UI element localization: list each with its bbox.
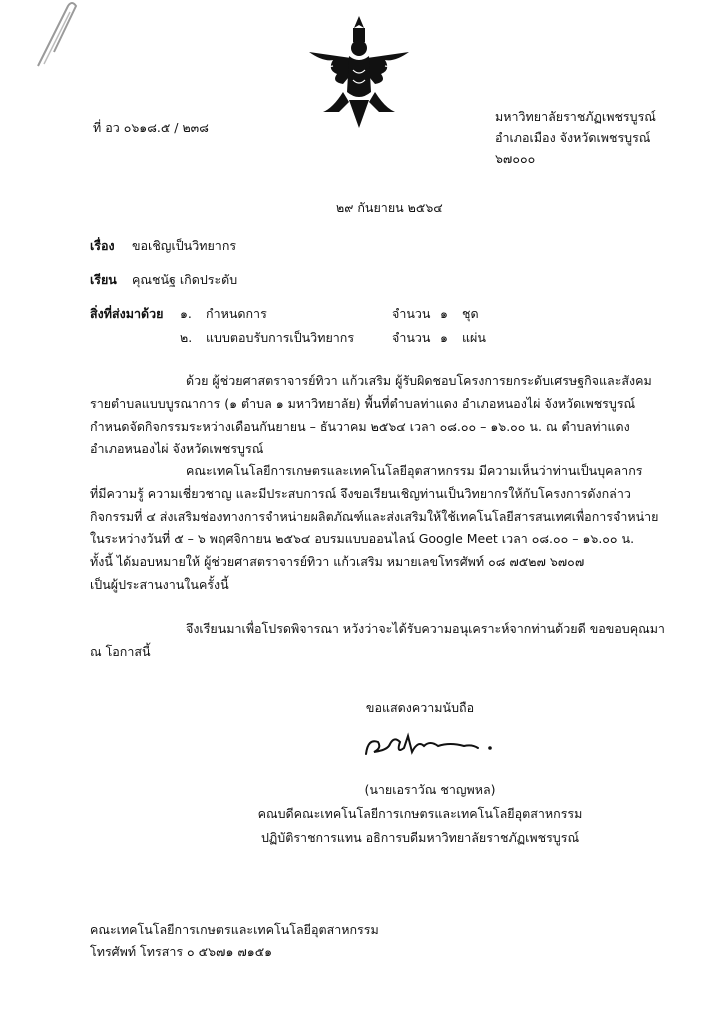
- attachment-item-1-qty-label: จำนวน: [392, 306, 431, 321]
- attachments-label: สิ่งที่ส่งมาด้วย: [90, 306, 164, 321]
- garuda-emblem: [303, 12, 415, 130]
- paragraph-2-line-6: เป็นผู้ประสานงานในครั้งนี้: [90, 576, 229, 592]
- attachment-item-1-unit: ชุด: [462, 306, 479, 321]
- paragraph-2-line-2: ที่มีความรู้ ความเชี่ยวชาญ และมีประสบการณ์ จึงขอเรียนเชิญท่านเป็นวิทยากรให้กับโครงการดังกล่าว: [90, 485, 631, 501]
- recipient-label: เรียน: [90, 272, 117, 287]
- paragraph-1: [90, 370, 652, 461]
- paragraph-2-line-4: ในระหว่างวันที่ ๕ – ๖ พฤศจิกายน ๒๕๖๔ อบรมแบบออนไลน์ Google Meet เวลา ๐๘.๐๐ – ๑๖.๐๐ น.: [90, 531, 635, 547]
- district-line: อำเภอเมือง จังหวัดเพชรบูรณ์: [495, 130, 651, 145]
- paragraph-2-line-3: กิจกรรมที่ ๔ ส่งเสริมช่องทางการจำหน่ายผลิตภัณฑ์และส่งเสริมให้ใช้เทคโนโลยีสารสนเทศเพื่อการจำหน่าย: [90, 508, 659, 524]
- paragraph-3: [90, 618, 665, 664]
- paragraph-1-line-1: ด้วย ผู้ช่วยศาสตราจารย์ทิวา แก้วเสริม ผู้รับผิดชอบโครงการยกระดับเศรษฐกิจและสังคม: [186, 373, 652, 388]
- attachment-item-1-no: ๑.: [180, 306, 192, 321]
- signer-position-1: คณบดีคณะเทคโนโลยีการเกษตรและเทคโนโลยีอุตสาหกรรม: [257, 806, 583, 821]
- signer-name: (นายเอราวัณ ชาญพหล): [364, 782, 496, 797]
- subject-row: [90, 236, 237, 256]
- sender-address: [495, 106, 656, 169]
- recipient-value: คุณชนัฐ เกิดประดับ: [132, 272, 238, 287]
- signature-mark: [360, 728, 500, 764]
- footer: [90, 919, 379, 963]
- attachment-item-2-unit: แผ่น: [462, 330, 486, 345]
- reference-number: ที่ อว ๐๖๑๘.๕ / ๒๓๘: [93, 120, 209, 135]
- paragraph-1-line-4: อำเภอหนองไผ่ จังหวัดเพชรบูรณ์: [90, 441, 264, 457]
- subject-label: เรื่อง: [90, 238, 115, 253]
- university-name: มหาวิทยาลัยราชภัฏเพชรบูรณ์: [495, 109, 656, 124]
- closing-regards: ขอแสดงความนับถือ: [365, 700, 475, 715]
- paragraph-1-line-3: กำหนดจัดกิจกรรมระหว่างเดือนกันยายน – ธันวาคม ๒๕๖๔ เวลา ๐๘.๐๐ – ๑๖.๐๐ น. ณ ตำบลท่าแดง: [90, 418, 630, 434]
- attachment-item-1-qty: ๑: [440, 306, 448, 321]
- recipient-row: [90, 270, 238, 290]
- letter-date: ๒๙ กันยายน ๒๕๖๔: [336, 200, 443, 215]
- attachment-item-2-qty-label: จำนวน: [392, 330, 431, 345]
- attachment-item-1-text: กำหนดการ: [206, 306, 267, 321]
- paragraph-3-line-2: ณ โอกาสนี้: [90, 643, 151, 659]
- attachment-item-2-no: ๒.: [180, 330, 193, 345]
- paragraph-2-line-5: ทั้งนี้ ได้มอบหมายให้ ผู้ช่วยศาสตราจารย์ทิวา แก้วเสริม หมายเลขโทรศัพท์ ๐๘ ๗๕๒๗ ๖๗๐๗: [90, 554, 585, 570]
- attachment-item-2-text: แบบตอบรับการเป็นวิทยากร: [206, 330, 355, 345]
- subject-value: ขอเชิญเป็นวิทยากร: [132, 238, 237, 253]
- attachment-item-2-qty: ๑: [440, 330, 448, 345]
- footer-faculty: คณะเทคโนโลยีการเกษตรและเทคโนโลยีอุตสาหกรรม: [90, 922, 379, 937]
- paragraph-2-line-1: คณะเทคโนโลยีการเกษตรและเทคโนโลยีอุตสาหกรรม มีความเห็นว่าท่านเป็นบุคลากร: [186, 463, 643, 478]
- footer-phone: โทรศัพท์ โทรสาร ๐ ๕๖๗๑ ๗๑๕๑: [90, 944, 273, 959]
- paper-clip-mark: [24, 0, 84, 70]
- paragraph-1-line-2: รายตำบลแบบบูรณาการ (๑ ตำบล ๑ มหาวิทยาลัย) พื้นที่ตำบลท่าแดง อำเภอหนองไผ่ จังหวัดเพชรบูรณ์: [90, 395, 636, 411]
- signer-position-2: ปฏิบัติราชการแทน อธิการบดีมหาวิทยาลัยราชภัฏเพชรบูรณ์: [260, 830, 580, 845]
- paragraph-3-line-1: จึงเรียนมาเพื่อโปรดพิจารณา หวังว่าจะได้รับความอนุเคราะห์จากท่านด้วยดี ขอขอบคุณมา: [186, 621, 665, 636]
- postcode: ๖๗๐๐๐: [495, 151, 536, 166]
- paragraph-2: [90, 460, 659, 597]
